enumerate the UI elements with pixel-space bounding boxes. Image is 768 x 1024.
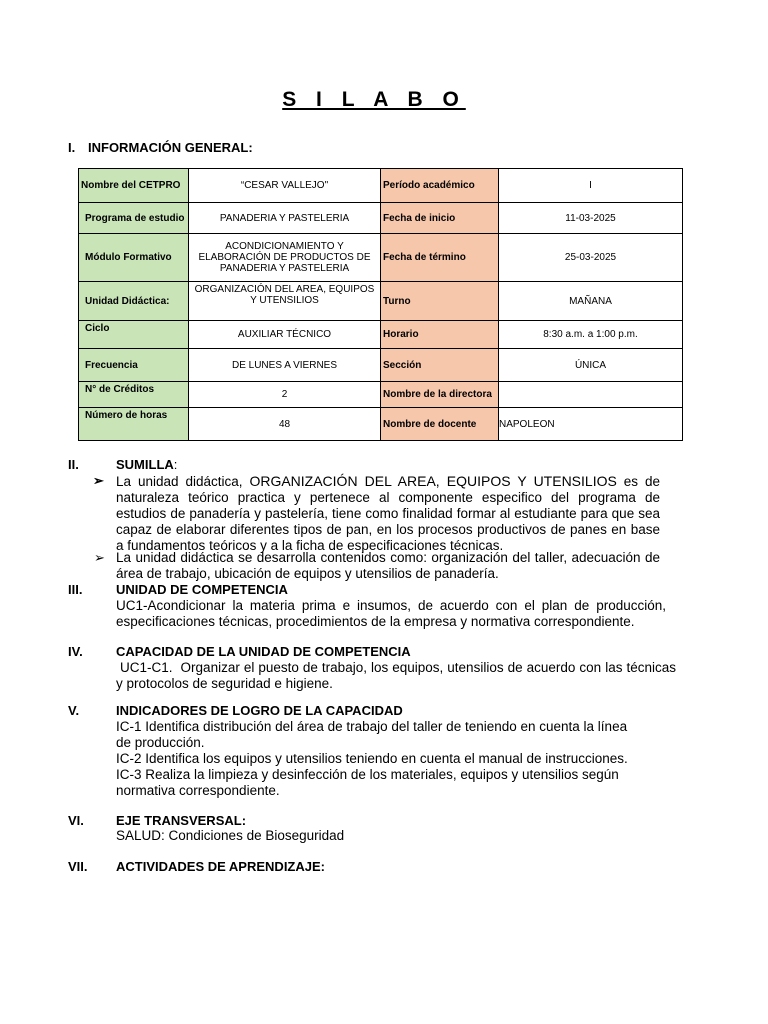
section-number: II.	[68, 457, 79, 472]
section-2-heading	[68, 457, 368, 473]
section-label: INDICADORES DE LOGRO DE LA CAPACIDAD	[116, 703, 403, 718]
text-run: La unidad didáctica,	[116, 474, 250, 489]
table-row	[79, 169, 683, 203]
table-row	[79, 203, 683, 234]
arrow-bullet-icon: ➢	[93, 473, 104, 488]
section-5-heading	[68, 703, 468, 719]
table-row	[79, 408, 683, 441]
label-cell: Fecha de término	[381, 234, 499, 282]
value-cell: 8:30 a.m. a 1:00 p.m.	[499, 321, 683, 349]
value-cell: MAÑANA	[499, 282, 683, 321]
label-colon: :	[173, 457, 178, 472]
section-number: V.	[68, 703, 80, 718]
section-label: UNIDAD DE COMPETENCIA	[116, 582, 288, 597]
table-row	[79, 321, 683, 349]
section-number: VII.	[68, 859, 88, 874]
value-cell: 25-03-2025	[499, 234, 683, 282]
table-row	[79, 382, 683, 408]
value-cell: “CESAR VALLEJO"	[189, 169, 381, 203]
section-6-heading	[68, 813, 468, 829]
label-cell: Módulo Formativo	[79, 234, 189, 282]
table-row	[79, 282, 683, 321]
value-cell: ACONDICIONAMIENTO Y ELABORACIÓN DE PRODUCTOS DE PANADERIA Y PASTELERIA	[189, 234, 381, 282]
value-cell: I	[499, 169, 683, 203]
section-label: SUMILLA	[116, 457, 174, 472]
label-cell: Nombre de la directora	[381, 382, 499, 408]
section-number: III.	[68, 582, 83, 597]
indicador-ic1: IC-1 Identifica distribución del área de trabajo del taller de teniendo en cuenta la línea de producción.	[116, 719, 628, 750]
section-1-heading	[68, 140, 368, 156]
section-3-heading	[68, 582, 468, 598]
label-cell: Programa de estudio	[79, 203, 189, 234]
label-cell: Período académico	[381, 169, 499, 203]
section-number: VI.	[68, 813, 84, 828]
section-label-wrap	[116, 457, 177, 472]
value-cell: 2	[189, 382, 381, 408]
section-label: EJE TRANSVERSAL:	[116, 813, 247, 828]
section-number: I.	[68, 140, 76, 155]
document-title: S I L A B O	[282, 88, 466, 111]
label-cell: Sección	[381, 349, 499, 382]
value-cell: ORGANIZACIÓN DEL AREA, EQUIPOS Y UTENSILIOS	[189, 282, 381, 321]
section-number: IV.	[68, 644, 83, 659]
indicador-ic2: IC-2 Identifica los equipos y utensilios teniendo en cuenta el manual de instrucciones.	[116, 751, 628, 766]
arrow-outline-bullet-icon: ➢	[94, 550, 105, 565]
competencia-text: UC1-Acondicionar la materia prima e insumos, de acuerdo con el plan de producción, especificaciones técnicas, procedimientos de la empresa y normativa correspondiente.	[116, 598, 666, 629]
label-cell: Número de horas	[79, 408, 189, 441]
indicador-ic3: IC-3 Realiza la limpieza y desinfección de los materiales, equipos y utensilios según normativa correspondiente.	[116, 767, 619, 798]
value-cell: 11-03-2025	[499, 203, 683, 234]
table-row	[79, 349, 683, 382]
label-cell: N° de Créditos	[79, 382, 189, 408]
label-cell: Ciclo	[79, 321, 189, 349]
section-label: INFORMACIÓN GENERAL:	[88, 140, 253, 155]
table-row	[79, 234, 683, 282]
general-info-table	[78, 168, 683, 441]
label-cell: Unidad Didáctica:	[79, 282, 189, 321]
section-7-heading	[68, 859, 468, 875]
sumilla-paragraph-2: La unidad didáctica se desarrolla contenidos como: organización del taller, adecuación de área de trabajo, ubicación de equipos y utensilios de panadería.	[116, 550, 660, 581]
eje-transversal-text: SALUD: Condiciones de Bioseguridad	[116, 828, 345, 843]
value-cell: NAPOLEON	[499, 408, 683, 441]
label-cell: Nombre de docente	[381, 408, 499, 441]
label-cell: Frecuencia	[79, 349, 189, 382]
unit-name-emphasis: ORGANIZACIÓN DEL AREA, EQUIPOS Y UTENSILIOS	[249, 473, 617, 489]
label-cell: Nombre del CETPRO	[79, 169, 189, 203]
capacidad-text: UC1-C1. Organizar el puesto de trabajo, los equipos, utensilios de acuerdo con las técnicas y protocolos de seguridad e higiene.	[116, 660, 680, 691]
label-cell: Turno	[381, 282, 499, 321]
value-cell: AUXILIAR TÉCNICO	[189, 321, 381, 349]
value-cell: PANADERIA Y PASTELERIA	[189, 203, 381, 234]
sumilla-paragraph-1	[116, 473, 660, 554]
label-cell: Fecha de inicio	[381, 203, 499, 234]
section-label: CAPACIDAD DE LA UNIDAD DE COMPETENCIA	[116, 644, 411, 659]
value-cell	[499, 382, 683, 408]
value-cell: DE LUNES A VIERNES	[189, 349, 381, 382]
label-cell: Horario	[381, 321, 499, 349]
value-cell: 48	[189, 408, 381, 441]
text-run: es de naturaleza teórico practica y pertenece al componente especifico del programa de estudios de panadería y pastelería, tiene como finalidad formar al estudiante para que sea capaz de elaborar diferentes tipos de pan, en los procesos productivos de panes en base a fundamentos teóricos y a la ficha de especificaciones técnicas.	[116, 474, 661, 553]
value-cell: ÚNICA	[499, 349, 683, 382]
section-4-heading	[68, 644, 468, 660]
section-label: ACTIVIDADES DE APRENDIZAJE:	[116, 859, 325, 874]
